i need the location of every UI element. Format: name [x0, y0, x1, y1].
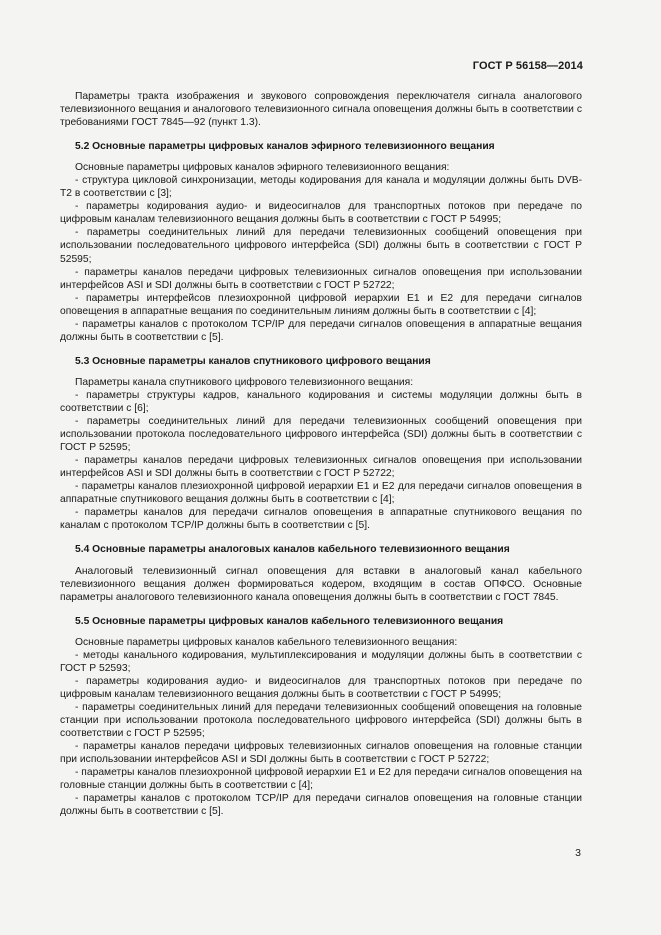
- list-item: - параметры кодирования аудио- и видеосигналов для транспортных потоков при передаче по цифровым каналам телевизионного вещания должны быть в соответствии с ГОСТ Р 54995;: [60, 675, 582, 700]
- list-item: - параметры каналов с протоколом TCP/IP для передачи сигналов оповещения в аппаратные вещания должны быть в соответствии с [5].: [60, 318, 582, 343]
- list-item: - параметры каналов передачи цифровых телевизионных сигналов оповещения на головные станции при использовании интерфейсов ASI и SDI должны быть в соответствии с ГОСТ Р 52722;: [60, 741, 582, 766]
- page-body: [60, 90, 582, 818]
- paragraph: Основные параметры цифровых каналов кабельного телевизионного вещания:: [75, 636, 458, 648]
- section-heading: 5.4 Основные параметры аналоговых каналов кабельного телевизионного вещания: [75, 544, 510, 556]
- paragraph: Параметры канала спутникового цифрового телевизионного вещания:: [75, 376, 414, 388]
- section-5-4: [60, 543, 582, 603]
- standard-number: ГОСТ Р 56158—2014: [472, 60, 583, 72]
- list-item: - параметры соединительных линий для передачи телевизионных сообщений оповещения при использовании протокола последовательного цифрового интерфейса (SDI) должны быть в соответствии с ГОСТ Р 52595;: [60, 416, 582, 454]
- list-item: - структура цикловой синхронизации, методы кодирования для канала и модуляции должны быть DVB-T2 в соответствии с [3];: [60, 175, 582, 200]
- list-item: - параметры каналов с протоколом TCP/IP для передачи сигналов оповещения на головные станции должны быть в соответствии с [5].: [60, 793, 582, 818]
- section-heading: 5.2 Основные параметры цифровых каналов эфирного телевизионного вещания: [75, 141, 495, 153]
- list-item: - параметры кодирования аудио- и видеосигналов для транспортных потоков при передаче по цифровым каналам телевизионного вещания должны быть в соответствии с ГОСТ Р 54995;: [60, 201, 582, 226]
- section-5-3: [60, 355, 582, 533]
- list-item: - параметры каналов плезиохронной цифровой иерархии Е1 и Е2 для передачи сигналов оповещения на головные станции должны быть в соответствии с [4];: [60, 767, 582, 792]
- intro-paragraph: Параметры тракта изображения и звукового сопровождения переключателя сигнала аналогового телевизионного вещания и аналогового телевизионного сигнала оповещения должны быть в соответствии с требованиями ГОСТ 7845—92 (пункт 1.3).: [60, 91, 582, 129]
- section-heading: 5.3 Основные параметры каналов спутникового цифрового вещания: [75, 355, 431, 367]
- list-item: - параметры каналов передачи цифровых телевизионных сигналов оповещения при использовании интерфейсов ASI и SDI должны быть в соответствии с ГОСТ Р 52722;: [60, 455, 582, 480]
- list-item: - параметры соединительных линий для передачи телевизионных сообщений оповещения при использовании последовательного цифрового интерфейса (SDI) должны быть в соответствии с ГОСТ Р 52595;: [60, 227, 582, 265]
- list-item: - параметры каналов передачи цифровых телевизионных сигналов оповещения при использовании интерфейсов ASI и SDI должны быть в соответствии с ГОСТ Р 52722;: [60, 266, 582, 291]
- section-5-5: [60, 615, 582, 819]
- paragraph: Основные параметры цифровых каналов эфирного телевизионного вещания:: [75, 162, 450, 174]
- list-item: - параметры соединительных линий для передачи телевизионных сообщений оповещения на головные станции при использовании протокола последовательного цифрового интерфейса (SDI) должны быть в соответствии с ГОСТ Р 52595;: [60, 701, 582, 740]
- list-item: - параметры структуры кадров, канального кодирования и системы модуляции должны быть в соответствии с [6];: [60, 389, 582, 414]
- paragraph: Аналоговый телевизионный сигнал оповещения для вставки в аналоговый канал кабельного телевизионного вещания должен формироваться кодером, входящим в состав ОПФСО. Основные параметры аналогового телевизионного канала оповещения должны быть в соответствии с ГОСТ 7845.: [60, 565, 582, 603]
- list-item: - методы канального кодирования, мультиплексирования и модуляции должны быть в соответствии с ГОСТ Р 52593;: [60, 649, 582, 674]
- list-item: - параметры каналов для передачи сигналов оповещения в аппаратные спутникового вещания по каналам с протоколом TCP/IP должны быть в соответствии с [5].: [60, 507, 582, 532]
- page-number: 3: [575, 847, 581, 859]
- section-5-2: [60, 140, 582, 344]
- list-item: - параметры каналов плезиохронной цифровой иерархии Е1 и Е2 для передачи сигналов оповещения в аппаратные спутникового вещания должны быть в соответствии с [4];: [60, 481, 582, 506]
- section-heading: 5.5 Основные параметры цифровых каналов кабельного телевизионного вещания: [75, 615, 504, 627]
- list-item: - параметры интерфейсов плезиохронной цифровой иерархии Е1 и Е2 для передачи сигналов оповещения в аппаратные вещания по соединительным линиям должны быть в соответствии с [4];: [60, 292, 582, 317]
